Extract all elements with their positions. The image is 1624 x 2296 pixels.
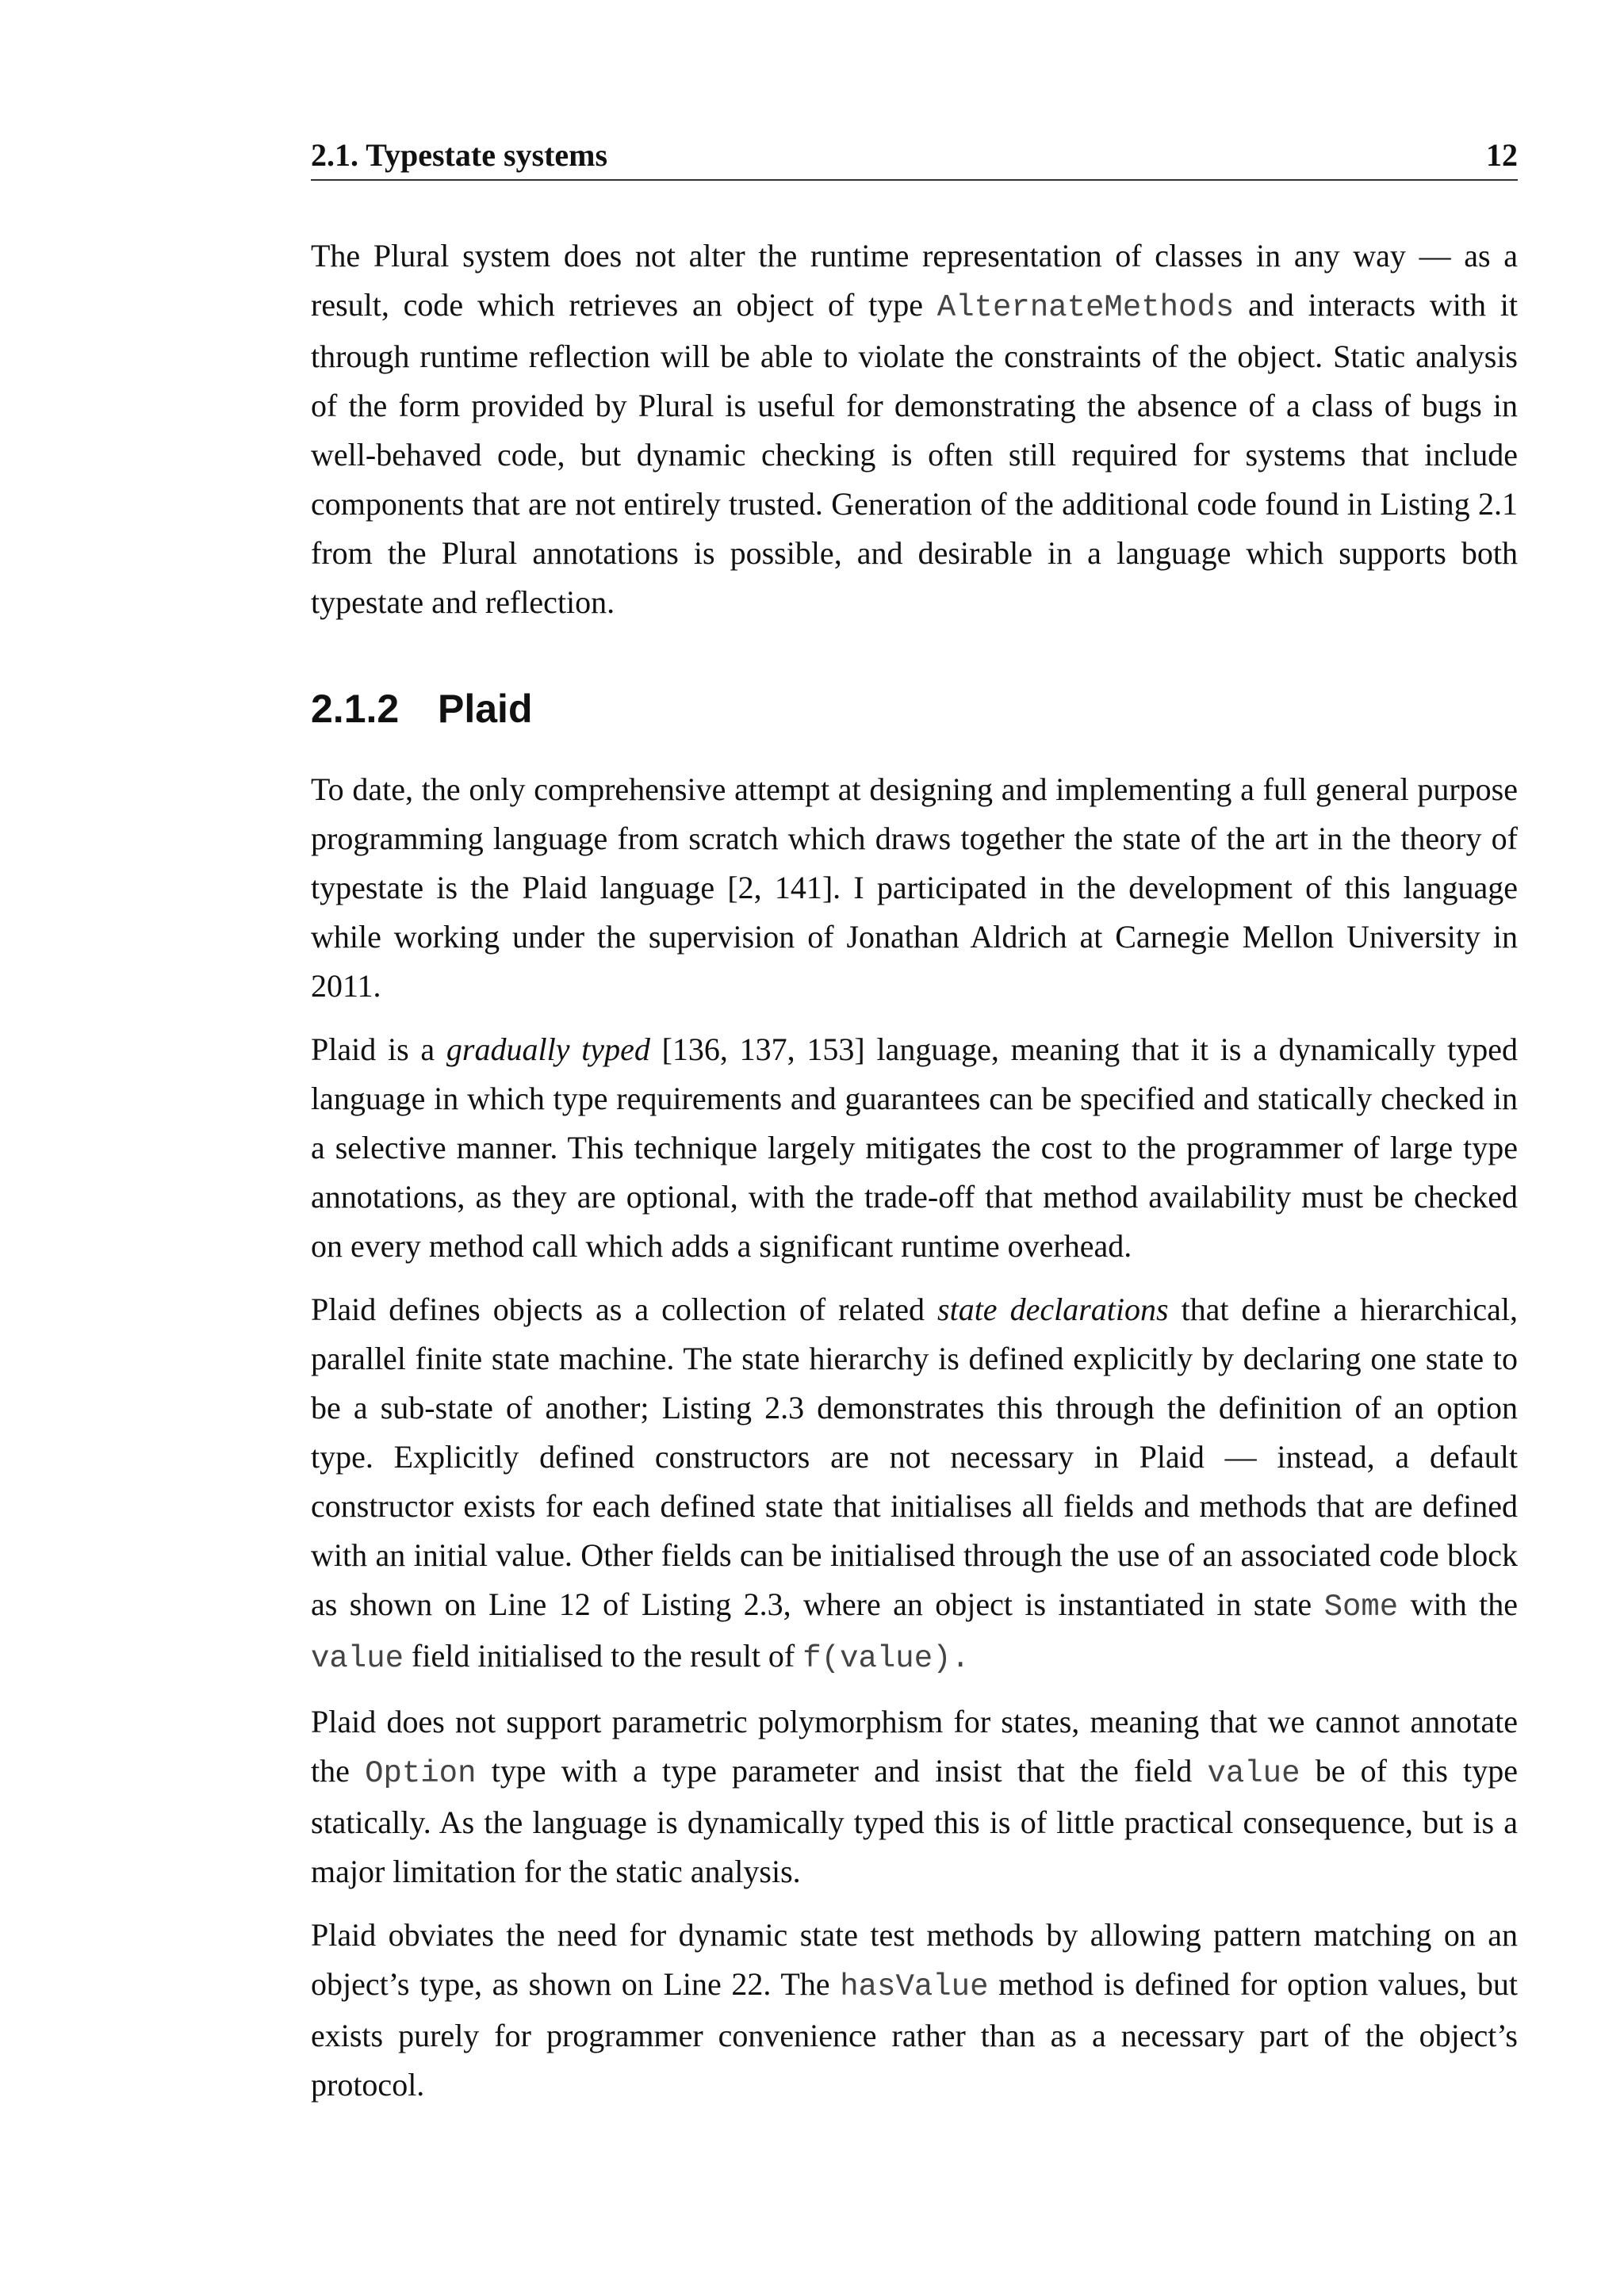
running-header: [311, 135, 1518, 181]
inline-code: Some: [1323, 1590, 1399, 1624]
text-run: Plaid is a: [311, 1031, 446, 1067]
inline-code: value: [311, 1641, 404, 1676]
section-title: Plaid: [438, 687, 533, 731]
emphasis-text: gradually typed: [446, 1031, 650, 1067]
section-number: 2.1.2: [311, 687, 400, 731]
text-run: method is defined for option values, but exists purely for programmer convenience rather than as a necessary part of the object’s protocol.: [311, 1966, 1518, 2103]
emphasis-text: state declarations: [937, 1292, 1169, 1327]
inline-code: f(value).: [802, 1641, 970, 1676]
text-run: field initialised to the result of: [404, 1638, 803, 1674]
text-run: and interacts with it through runtime reflection will be able to violate the constraints of the object. Static analysis of the form provided by Plural is useful for demonstrating the absence of a class of bugs in well-behaved code, but dynamic checking is often still required for systems that include components that are not entirely trusted. Generation of the additional code found in Listing 2.1 from the Plural annotations is possible, and desirable in a language which supports both typestate and reflection.: [311, 287, 1518, 620]
inline-code: hasValue: [840, 1969, 989, 2004]
document-page: [311, 0, 1518, 2296]
paragraph-plaid-intro: To date, the only comprehensive attempt at designing and implementing a full general purpose programming language from scratch which draws together the state of the art in the theory of typestate is the Plaid language [2, 141]. I participated in the development of this language while working under the supervision of Jonathan Aldrich at Carnegie Mellon University in 2011.: [311, 771, 1518, 1004]
text-run: The Plural system does not alter the runtime representation of classes in any way — as a result, code which retrieves an object of type: [311, 238, 1518, 323]
header-section-title: 2.1. Typestate systems: [311, 137, 608, 173]
text-run: be of this type statically. As the language is dynamically typed this is of little practical consequence, but is a major limitation for the static analysis.: [311, 1753, 1518, 1889]
inline-code: Option: [365, 1756, 477, 1791]
text-run: that define a hierarchical, parallel finite state machine. The state hierarchy is defined explicitly by declaring one state to be a sub-state of another; Listing 2.3 demonstrates this through the definition of an option type. Explicitly defined constructors are not necessary in Plaid — instead, a default constructor exists for each defined state that initialises all fields and methods that are defined with an initial value. Other fields can be initialised through the use of an associated code block as shown on Line 12 of Listing 2.3, where an object is instantiated in state: [311, 1292, 1519, 1622]
paragraph-parametric-polymorphism: [311, 1697, 1518, 1896]
paragraph-pattern-matching: [311, 1911, 1518, 2110]
text-run: [136, 137, 153] language, meaning that it is a dynamically typed language in which type requirements and guarantees can be specified and statically checked in a selective manner. This technique largely mitigates the cost to the programmer of large type annotations, as they are optional, with the trade-off that method availability must be checked on every method call which adds a significant runtime overhead.: [311, 1031, 1518, 1264]
text-run: Plaid obviates the need for dynamic state test methods by allowing pattern matching on an object’s type, as shown on Line 22. The: [311, 1917, 1518, 2002]
text-run: Plaid does not support parametric polymorphism for states, meaning that we cannot annotate the: [311, 1704, 1518, 1789]
inline-code: value: [1207, 1756, 1300, 1791]
text-run: type with a type parameter and insist that the field: [476, 1753, 1208, 1789]
page-number: 12: [1486, 137, 1518, 173]
section-heading: [311, 684, 1518, 733]
paragraph-state-declarations: [311, 1285, 1518, 1683]
inline-code: AlternateMethods: [936, 290, 1235, 325]
text-run: with the: [1398, 1586, 1518, 1622]
paragraph-plural-runtime: [311, 232, 1518, 627]
page-body: [311, 232, 1518, 2124]
paragraph-gradual-typing: [311, 1025, 1518, 1271]
text-run: Plaid defines objects as a collection of related: [311, 1292, 938, 1327]
